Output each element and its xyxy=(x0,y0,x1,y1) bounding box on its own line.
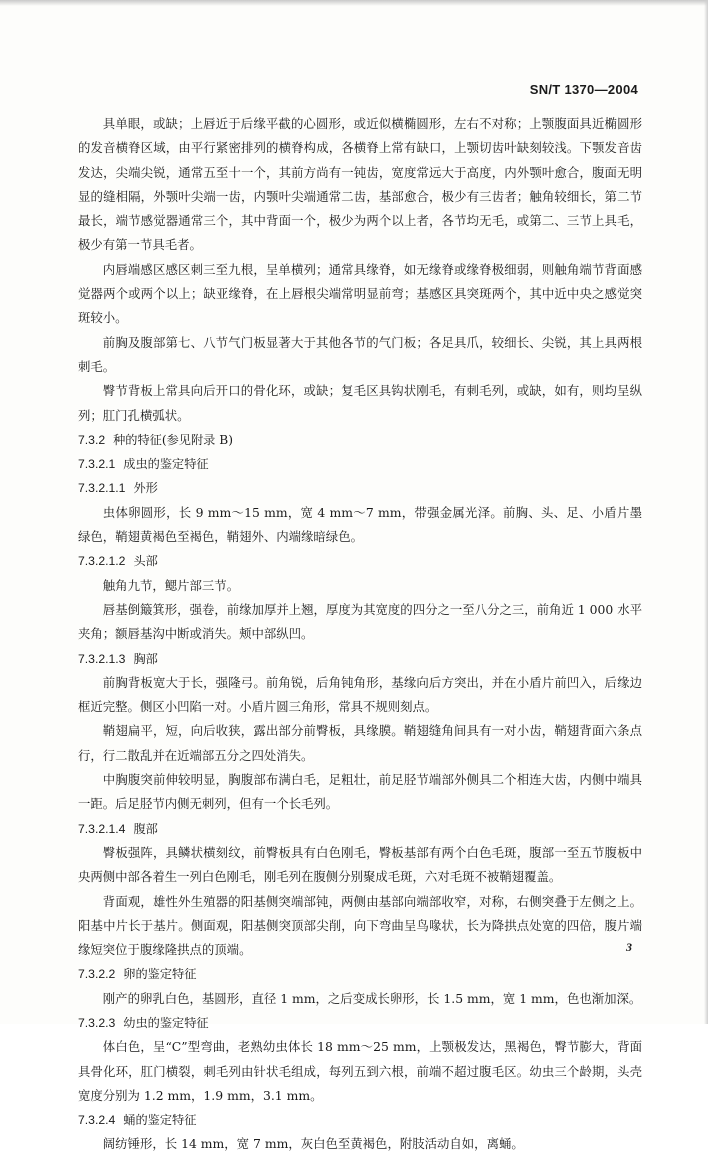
section-title: 幼虫的鉴定特征 xyxy=(123,1015,209,1030)
section-title: 头部 xyxy=(133,554,158,569)
section-number: 7.3.2.1.1 xyxy=(78,481,126,496)
paragraph: 具单眼，或缺；上唇近于后缘平截的心圆形，或近似横椭圆形，左右不对称；上颚腹面具近椭圆形的发音横脊区域，由平行紧密排列的横脊构成，各横脊上常有缺口，上颚切齿叶缺刻较浅。下颚发音齿发达，尖端尖锐，通常五至十一个，其前方尚有一钝齿，宽度常远大于高度，内外颚叶愈合，腹面无明显的缝相隔，外颚叶尖端一齿，内颚叶尖端通常二齿，基部愈合，极少有三齿者；触角较细长，第二节最长，端节感觉器通常三个，其中背面一个，极少为两个以上者，各节均无毛，或第二、三节上具毛，极少有第一节具毛者。 xyxy=(78,116,642,253)
section-number: 7.3.2.1.3 xyxy=(78,651,126,666)
paragraph: 前胸背板宽大于长，强隆弓。前角锐，后角钝角形，基缘向后方突出，并在小盾片前凹入，后缘边框近完整。侧区小凹陷一对。小盾片圆三角形，常具不规则刻点。 xyxy=(78,674,642,715)
section-title: 卵的鉴定特征 xyxy=(123,967,197,982)
paragraph: 体白色，呈“C”型弯曲，老熟幼虫体长 18 mm～25 mm，上颚极发达，黑褐色，臀节膨大，背面具骨化环，肛门横裂，刺毛列由针状毛组成，每列五到六根，前端不超过腹毛区。幼虫三个龄期，头壳宽度分别为 1.2 mm，1.9 mm，3.1 mm。 xyxy=(78,1039,642,1103)
section-number: 7.3.2.2 xyxy=(78,967,116,982)
paragraph: 虫体卵圆形，长 9 mm～15 mm，宽 4 mm～7 mm，带强金属光泽。前胸、头、足、小盾片墨绿色，鞘翅黄褐色至褐色，鞘翅外、内端缘暗绿色。 xyxy=(78,504,642,545)
section-heading xyxy=(78,647,642,671)
section-number: 7.3.2.3 xyxy=(78,1015,116,1030)
section-number: 7.3.2.1 xyxy=(78,457,116,472)
section-number: 7.3.2.4 xyxy=(78,1113,116,1128)
scan-edge-right xyxy=(704,0,708,1024)
section-heading xyxy=(78,428,642,452)
section-number: 7.3.2.1.2 xyxy=(78,554,126,569)
section-title: 外形 xyxy=(133,481,158,496)
paragraph: 臀节背板上常具向后开口的骨化环，或缺；复毛区具钩状刚毛，有刺毛列，或缺，如有，则均呈纵列；肛门孔横弧状。 xyxy=(78,383,642,423)
section-title: 种的特征(参见附录 B) xyxy=(113,432,233,447)
paragraph: 唇基倒簸箕形，强卷，前缘加厚并上翘，厚度为其宽度的四分之一至八分之三，前角近 1 000 水平夹角；额唇基沟中断或消失。颊中部纵凹。 xyxy=(78,601,642,642)
paragraph: 阔纺锤形，长 14 mm，宽 7 mm，灰白色至黄褐色，附肢活动自如，离蛹。 xyxy=(102,1136,524,1152)
body-text xyxy=(78,112,642,1157)
section-heading xyxy=(78,476,642,500)
section-title: 蛹的鉴定特征 xyxy=(123,1113,197,1128)
section-heading xyxy=(78,962,642,986)
paragraph: 内唇端感区感区刺三至九根，呈单横列；通常具缘脊，如无缘脊或缘脊极细弱，则触角端节背面感觉器两个或两个以上；缺亚缘脊，在上唇根尖端常明显前弯；基感区具突斑两个，其中近中央之感觉突斑较小。 xyxy=(78,261,642,326)
section-number: 7.3.2.1.4 xyxy=(78,821,126,836)
paragraph: 触角九节，鳃片部三节。 xyxy=(102,577,240,593)
section-heading xyxy=(78,549,642,573)
paragraph: 中胸腹突前伸较明显，胸腹部布满白毛，足粗壮，前足胫节端部外侧具二个相连大齿，内侧中端具一距。后足胫节内侧无刺列，但有一个长毛列。 xyxy=(78,772,642,812)
section-title: 腹部 xyxy=(133,821,158,836)
paragraph: 前胸及腹部第七、八节气门板显著大于其他各节的气门板；各足具爪，较细长、尖锐，其上具两根刺毛。 xyxy=(78,334,642,374)
standard-code: SN/T 1370—2004 xyxy=(529,82,638,97)
paragraph: 刚产的卵乳白色，基圆形，直径 1 mm，之后变成长卵形，长 1.5 mm，宽 1 mm，色也渐加深。 xyxy=(102,990,642,1006)
paragraph: 背面观，雄性外生殖器的阳基侧突端部钝，两侧由基部向端部收窄，对称，右侧突叠于左侧之上。阳基中片长于基片。侧面观，阳基侧突顶部尖削，向下弯曲呈鸟喙状，长为降拱点处宽的四倍，腹片端缘短突位于腹缘隆拱点的顶端。 xyxy=(78,893,642,958)
section-title: 胸部 xyxy=(133,651,158,666)
paragraph: 臀板强阵，具鳞状横刻纹，前臀板具有白色刚毛，臀板基部有两个白色毛斑，腹部一至五节腹板中央两侧中部各着生一列白色刚毛，刚毛列在腹侧分别聚成毛斑，六对毛斑不被鞘翅覆盖。 xyxy=(78,844,642,885)
section-number: 7.3.2 xyxy=(78,432,106,447)
page-number: 3 xyxy=(626,940,632,954)
section-heading xyxy=(78,817,642,841)
section-heading xyxy=(78,452,642,476)
scan-edge-top xyxy=(0,0,708,6)
section-heading xyxy=(78,1011,642,1035)
section-heading xyxy=(78,1108,642,1132)
paragraph: 鞘翅扁平，短，向后收狭，露出部分前臀板，具缘膜。鞘翅缝角间具有一对小齿，鞘翅背面六条点行，行二散乱并在近端部五分之四处消失。 xyxy=(78,723,642,763)
section-title: 成虫的鉴定特征 xyxy=(123,457,209,472)
